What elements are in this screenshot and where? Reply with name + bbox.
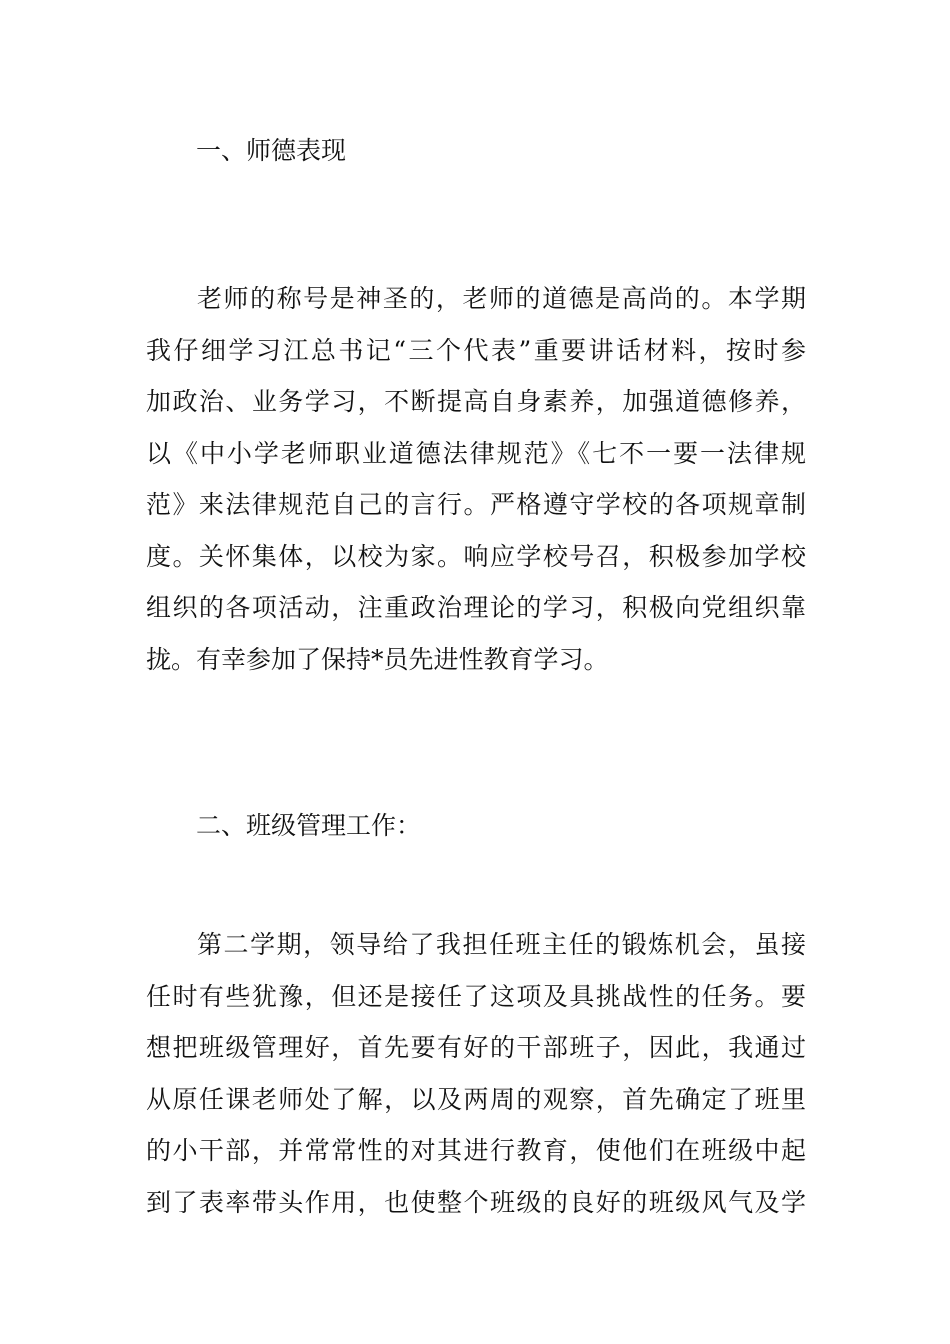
section-heading-class-management: 二、班级管理工作： [196,811,422,840]
paragraph-line: 拢。有幸参加了保持*员先进性教育学习。 [146,644,609,674]
paragraph-line: 我仔细学习江总书记“三个代表”重要讲话材料，按时参 [146,335,806,365]
paragraph-line: 组织的各项活动，注重政治理论的学习，积极向党组织靠 [146,593,806,622]
paragraph-line: 以《中小学老师职业道德法律规范》《七不一要一法律规 [146,438,806,468]
paragraph-line: 范》来法律规范自己的言行。严格遵守学校的各项规章制 [146,490,806,519]
paragraph-line: 任时有些犹豫，但还是接任了这项及具挑战性的任务。要 [146,981,806,1011]
paragraph-line: 到了表率带头作用，也使整个班级的良好的班级风气及学 [146,1187,806,1217]
paragraph-line: 第二学期，领导给了我担任班主任的锻炼机会，虽接 [197,930,806,959]
paragraph-line: 度。关怀集体，以校为家。响应学校号召，积极参加学校 [146,541,806,571]
paragraph-line: 从原任课老师处了解，以及两周的观察，首先确定了班里 [146,1084,806,1114]
section-heading-teacher-ethics: 一、师德表现 [196,136,347,165]
paragraph-line: 的小干部，并常常性的对其进行教育，使他们在班级中起 [146,1136,806,1165]
paragraph-line: 加政治、业务学习，不断提高自身素养，加强道德修养， [146,387,806,416]
paragraph-class-management [146,919,806,1228]
paragraph-line: 老师的称号是神圣的，老师的道德是高尚的。本学期 [197,284,806,313]
paragraph-teacher-ethics [146,273,806,685]
paragraph-line: 想把班级管理好，首先要有好的干部班子，因此，我通过 [146,1033,806,1062]
